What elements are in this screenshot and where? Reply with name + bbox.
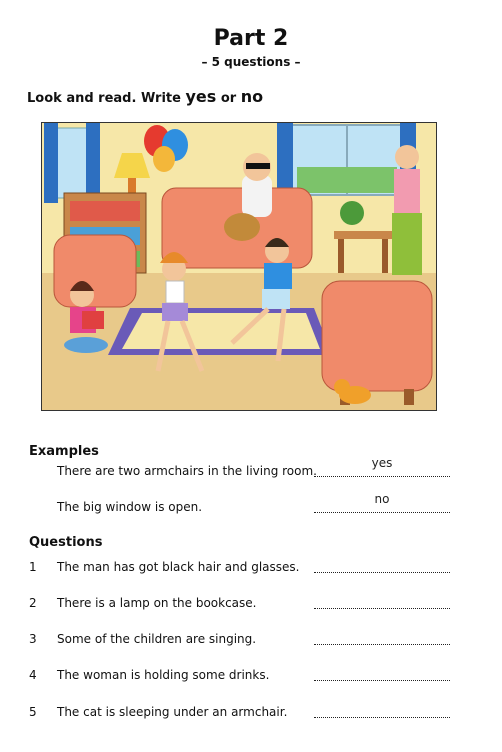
answer-line[interactable] <box>314 717 450 718</box>
instruction-or: or <box>216 91 241 106</box>
page-subtitle: – 5 questions – <box>201 55 301 69</box>
answer-line[interactable] <box>314 572 450 573</box>
answer-line <box>314 512 450 513</box>
example-answer: no <box>374 492 390 506</box>
answer-line[interactable] <box>314 608 450 609</box>
question-row <box>29 556 459 580</box>
page-title: Part 2 <box>213 26 289 51</box>
question-number: 4 <box>29 668 37 682</box>
question-sentence: The cat is sleeping under an armchair. <box>57 705 288 719</box>
question-row <box>29 592 459 616</box>
instruction-no: no <box>240 87 264 106</box>
question-number: 2 <box>29 596 37 610</box>
question-row <box>29 664 459 688</box>
question-sentence: The woman is holding some drinks. <box>57 668 270 682</box>
question-number: 3 <box>29 632 37 646</box>
example-row <box>29 492 459 520</box>
question-sentence: The man has got black hair and glasses. <box>57 560 300 574</box>
answer-line[interactable] <box>314 680 450 681</box>
living-room-illustration <box>41 122 437 411</box>
questions-heading: Questions <box>29 535 103 550</box>
question-row <box>29 701 459 725</box>
answer-line[interactable] <box>314 644 450 645</box>
examples-heading: Examples <box>29 444 99 459</box>
question-row <box>29 628 459 652</box>
living-room-scene <box>42 123 436 410</box>
example-row <box>29 456 459 484</box>
instruction <box>27 87 263 106</box>
example-sentence: There are two armchairs in the living room. <box>57 464 317 478</box>
question-number: 1 <box>29 560 37 574</box>
question-number: 5 <box>29 705 37 719</box>
instruction-prefix: Look and read. Write <box>27 91 186 106</box>
example-sentence: The big window is open. <box>57 500 203 514</box>
question-sentence: There is a lamp on the bookcase. <box>57 596 257 610</box>
answer-line <box>314 476 450 477</box>
question-sentence: Some of the children are singing. <box>57 632 257 646</box>
example-answer: yes <box>371 456 393 470</box>
instruction-yes: yes <box>185 87 217 106</box>
